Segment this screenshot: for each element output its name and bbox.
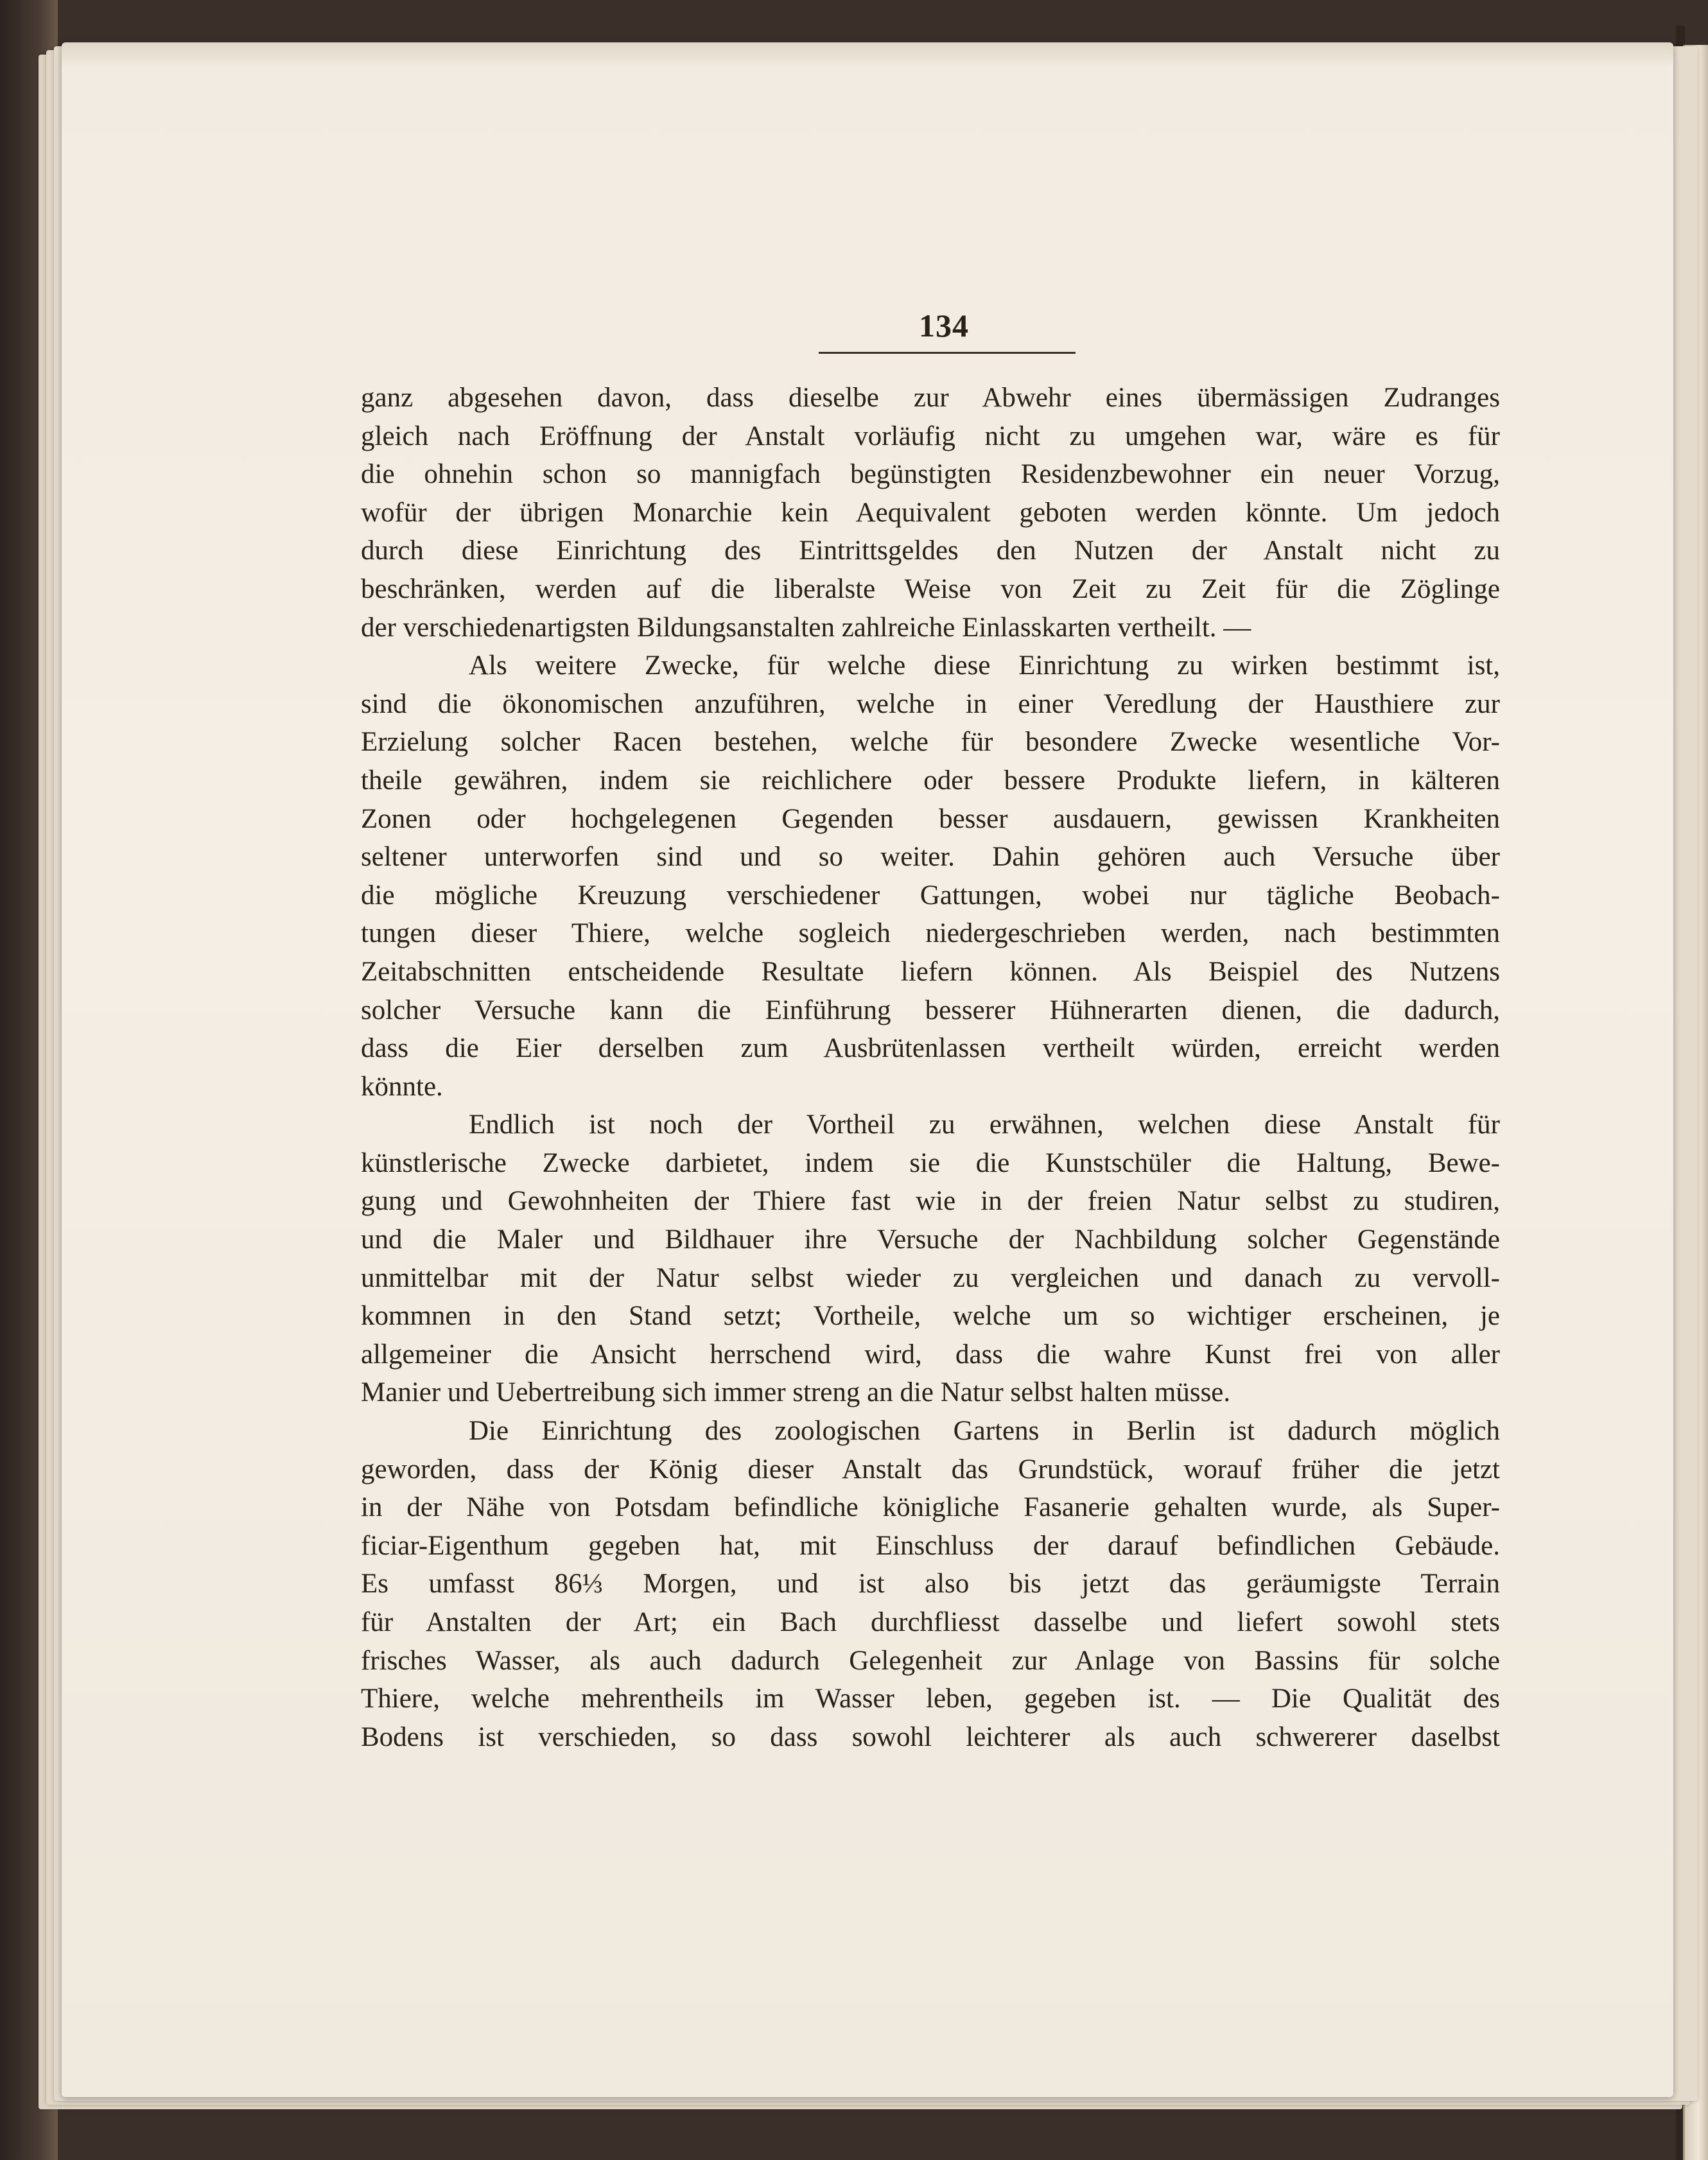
text-line: in der Nähe von Potsdam befindliche königliche Fasanerie gehalten wurde, als Super- [361,1492,1500,1523]
text-line: die mögliche Kreuzung verschiedener Gattungen, wobei nur tägliche Beobach- [361,880,1500,910]
text-line: gleich nach Eröffnung der Anstalt vorläufig nicht zu umgehen war, wäre es für [361,421,1500,451]
text-line: Zonen oder hochgelegenen Gegenden besser ausdauern, gewissen Krankheiten [361,803,1500,834]
text-line: Endlich ist noch der Vortheil zu erwähnen, welchen diese Anstalt für [469,1110,1500,1140]
text-line: tungen dieser Thiere, welche sogleich niedergeschrieben werden, nach bestimmten [361,918,1500,949]
text-line: künstlerische Zwecke darbietet, indem sie die Kunstschüler die Haltung, Bewe- [361,1147,1500,1178]
text-line: geworden, dass der König dieser Anstalt das Grundstück, worauf früher die jetzt [361,1454,1500,1485]
text-line: ficiar-Eigenthum gegeben hat, mit Einschluss der darauf befindlichen Gebäude. [361,1530,1500,1561]
text-line: Als weitere Zwecke, für welche diese Einrichtung zu wirken bestimmt ist, [469,650,1500,681]
text-line: könnte. [361,1071,443,1102]
text-line: unmittelbar mit der Natur selbst wieder zu vergleichen und danach zu vervoll- [361,1262,1500,1293]
text-line: Thiere, welche mehrentheils im Wasser leben, gegeben ist. — Die Qualität des [361,1684,1500,1714]
text-line: Zeitabschnitten entscheidende Resultate liefern können. Als Beispiel des Nutzens [361,956,1500,987]
text-line: und die Maler und Bildhauer ihre Versuche der Nachbildung solcher Gegenstände [361,1224,1500,1255]
text-line: sind die ökonomischen anzuführen, welche in einer Veredlung der Hausthiere zur [361,688,1500,719]
text-line: kommnen in den Stand setzt; Vortheile, welche um so wichtiger erscheinen, je [361,1301,1500,1332]
text-line: gung und Gewohnheiten der Thiere fast wie in der freien Natur selbst zu studiren, [361,1186,1500,1217]
text-line: solcher Versuche kann die Einführung besserer Hühnerarten dienen, die dadurch, [361,995,1500,1025]
text-line: ganz abgesehen davon, dass dieselbe zur Abwehr eines übermässigen Zudranges [361,383,1500,413]
text-line: seltener unterworfen sind und so weiter. Dahin gehören auch Versuche über [361,842,1500,873]
body-text [361,379,1500,1756]
text-line: dass die Eier derselben zum Ausbrütenlassen vertheilt würden, erreicht werden [361,1033,1500,1064]
page-number: 134 [919,308,969,344]
text-line: Bodens ist verschieden, so dass sowohl leichterer als auch schwererer daselbst [361,1721,1500,1752]
text-line: der verschiedenartigsten Bildungsanstalten zahlreiche Einlasskarten vertheilt. — [361,612,1251,643]
text-line: Die Einrichtung des zoologischen Gartens in Berlin ist dadurch möglich [469,1416,1500,1447]
text-line: beschränken, werden auf die liberalste Weise von Zeit zu Zeit für die Zöglinge [361,573,1500,604]
page-number-rule [819,352,1076,354]
text-line: Es umfasst 86⅓ Morgen, und ist also bis jetzt das geräumigste Terrain [361,1569,1500,1599]
text-line: theile gewähren, indem sie reichlichere oder bessere Produkte liefern, in kälteren [361,765,1500,796]
text-line: die ohnehin schon so mannigfach begünstigten Residenzbewohner ein neuer Vorzug, [361,459,1500,490]
text-line: wofür der übrigen Monarchie kein Aequivalent geboten werden könnte. Um jedoch [361,497,1500,528]
text-line: durch diese Einrichtung des Eintrittsgeldes den Nutzen der Anstalt nicht zu [361,536,1500,566]
text-line: für Anstalten der Art; ein Bach durchfliesst dasselbe und liefert sowohl stets [361,1607,1500,1637]
text-line: Erzielung solcher Racen bestehen, welche für besondere Zwecke wesentliche Vor- [361,727,1500,758]
text-line: allgemeiner die Ansicht herrschend wird, dass die wahre Kunst frei von aller [361,1339,1500,1370]
text-line: frisches Wasser, als auch dadurch Gelegenheit zur Anlage von Bassins für solche [361,1645,1500,1676]
text-line: Manier und Uebertreibung sich immer streng an die Natur selbst halten müsse. [361,1377,1231,1408]
